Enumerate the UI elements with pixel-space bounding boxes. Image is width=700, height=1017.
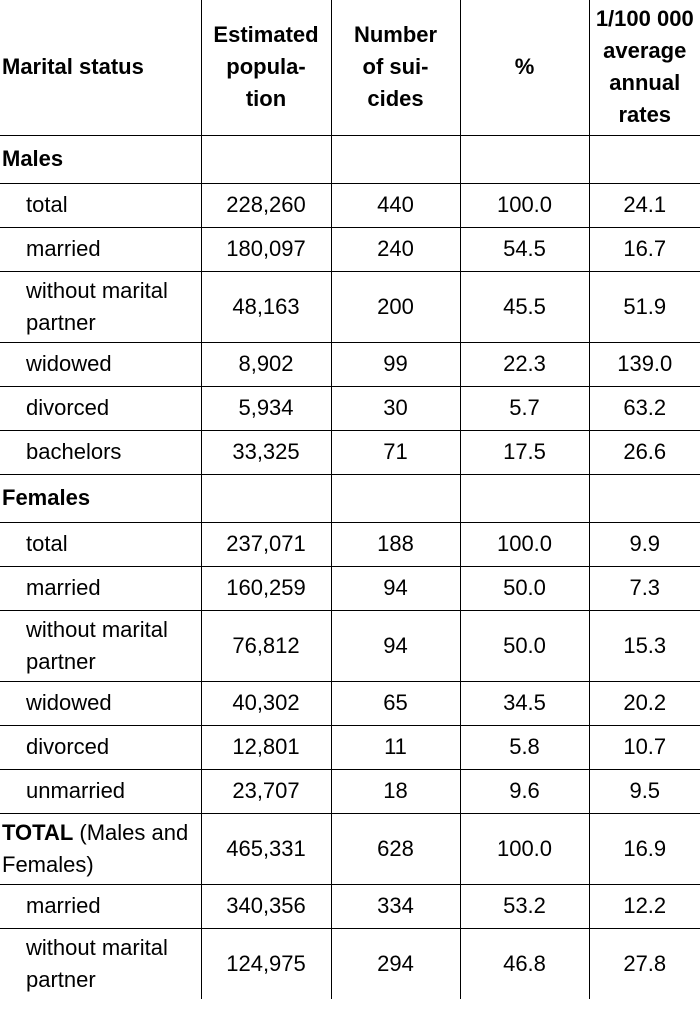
cell-suicides: 440 [331, 183, 460, 227]
table-row [0, 884, 700, 928]
cell-suicides: 628 [331, 813, 460, 884]
cell-percent: 54.5 [460, 227, 589, 271]
cell-population: 8,902 [201, 342, 331, 386]
cell-rate: 51.9 [589, 271, 700, 342]
cell-population: 228,260 [201, 183, 331, 227]
cell-suicides: 294 [331, 928, 460, 999]
cell-rate: 20.2 [589, 681, 700, 725]
cell-percent: 100.0 [460, 522, 589, 566]
row-label: widowed [0, 342, 201, 386]
header-marital-status: Marital status [0, 0, 201, 135]
cell-percent: 34.5 [460, 681, 589, 725]
cell-rate: 16.7 [589, 227, 700, 271]
table-row [0, 681, 700, 725]
cell-population: 465,331 [201, 813, 331, 884]
cell-suicides: 99 [331, 342, 460, 386]
cell-suicides: 334 [331, 884, 460, 928]
header-suicides: Number of sui- cides [331, 0, 460, 135]
cell-rate: 10.7 [589, 725, 700, 769]
cell-population: 76,812 [201, 610, 331, 681]
cell-percent: 53.2 [460, 884, 589, 928]
cell-population: 12,801 [201, 725, 331, 769]
row-label: divorced [0, 725, 201, 769]
cell-suicides: 188 [331, 522, 460, 566]
cell-percent: 100.0 [460, 183, 589, 227]
table-row [0, 183, 700, 227]
cell-rate: 9.5 [589, 769, 700, 813]
table-row [0, 386, 700, 430]
cell-rate: 24.1 [589, 183, 700, 227]
section-label-males: Males [0, 135, 201, 183]
table-row [0, 769, 700, 813]
cell-percent: 50.0 [460, 610, 589, 681]
table-row [0, 725, 700, 769]
cell-percent: 5.8 [460, 725, 589, 769]
row-label: widowed [0, 681, 201, 725]
header-percent: % [460, 0, 589, 135]
cell-percent: 5.7 [460, 386, 589, 430]
row-label: without marital partner [0, 928, 201, 999]
table-row [0, 928, 700, 999]
cell-suicides: 94 [331, 610, 460, 681]
row-label: without marital partner [0, 610, 201, 681]
table-row [0, 430, 700, 474]
cell-rate: 26.6 [589, 430, 700, 474]
cell-population: 124,975 [201, 928, 331, 999]
header-row [0, 0, 700, 135]
cell-rate: 139.0 [589, 342, 700, 386]
row-label: unmarried [0, 769, 201, 813]
row-label: married [0, 566, 201, 610]
row-label: married [0, 884, 201, 928]
cell-suicides: 30 [331, 386, 460, 430]
cell-rate: 27.8 [589, 928, 700, 999]
table-row [0, 271, 700, 342]
table-row [0, 342, 700, 386]
cell-rate: 9.9 [589, 522, 700, 566]
table-row [0, 566, 700, 610]
cell-percent: 50.0 [460, 566, 589, 610]
table-row [0, 610, 700, 681]
cell-rate: 12.2 [589, 884, 700, 928]
cell-population: 5,934 [201, 386, 331, 430]
header-population: Estimated popula- tion [201, 0, 331, 135]
cell-percent: 46.8 [460, 928, 589, 999]
cell-rate: 16.9 [589, 813, 700, 884]
cell-percent: 17.5 [460, 430, 589, 474]
cell-percent: 100.0 [460, 813, 589, 884]
section-label-females: Females [0, 474, 201, 522]
cell-population: 160,259 [201, 566, 331, 610]
section-row-females [0, 474, 700, 522]
cell-suicides: 65 [331, 681, 460, 725]
row-label: total [0, 183, 201, 227]
cell-population: 33,325 [201, 430, 331, 474]
row-label: divorced [0, 386, 201, 430]
cell-rate: 7.3 [589, 566, 700, 610]
header-rates: 1/100 000 average annual rates [589, 0, 700, 135]
section-row-males [0, 135, 700, 183]
cell-population: 237,071 [201, 522, 331, 566]
cell-rate: 63.2 [589, 386, 700, 430]
cell-percent: 9.6 [460, 769, 589, 813]
cell-suicides: 94 [331, 566, 460, 610]
cell-suicides: 71 [331, 430, 460, 474]
cell-population: 340,356 [201, 884, 331, 928]
table-row-total [0, 813, 700, 884]
cell-suicides: 240 [331, 227, 460, 271]
cell-population: 40,302 [201, 681, 331, 725]
cell-suicides: 200 [331, 271, 460, 342]
row-label: married [0, 227, 201, 271]
table-row [0, 522, 700, 566]
row-label: bachelors [0, 430, 201, 474]
cell-percent: 45.5 [460, 271, 589, 342]
cell-suicides: 11 [331, 725, 460, 769]
cell-suicides: 18 [331, 769, 460, 813]
table-row [0, 227, 700, 271]
cell-rate: 15.3 [589, 610, 700, 681]
cell-population: 48,163 [201, 271, 331, 342]
cell-percent: 22.3 [460, 342, 589, 386]
row-label: without marital partner [0, 271, 201, 342]
row-label-total: TOTAL (Males and Females) [0, 813, 201, 884]
cell-population: 23,707 [201, 769, 331, 813]
row-label: total [0, 522, 201, 566]
cell-population: 180,097 [201, 227, 331, 271]
